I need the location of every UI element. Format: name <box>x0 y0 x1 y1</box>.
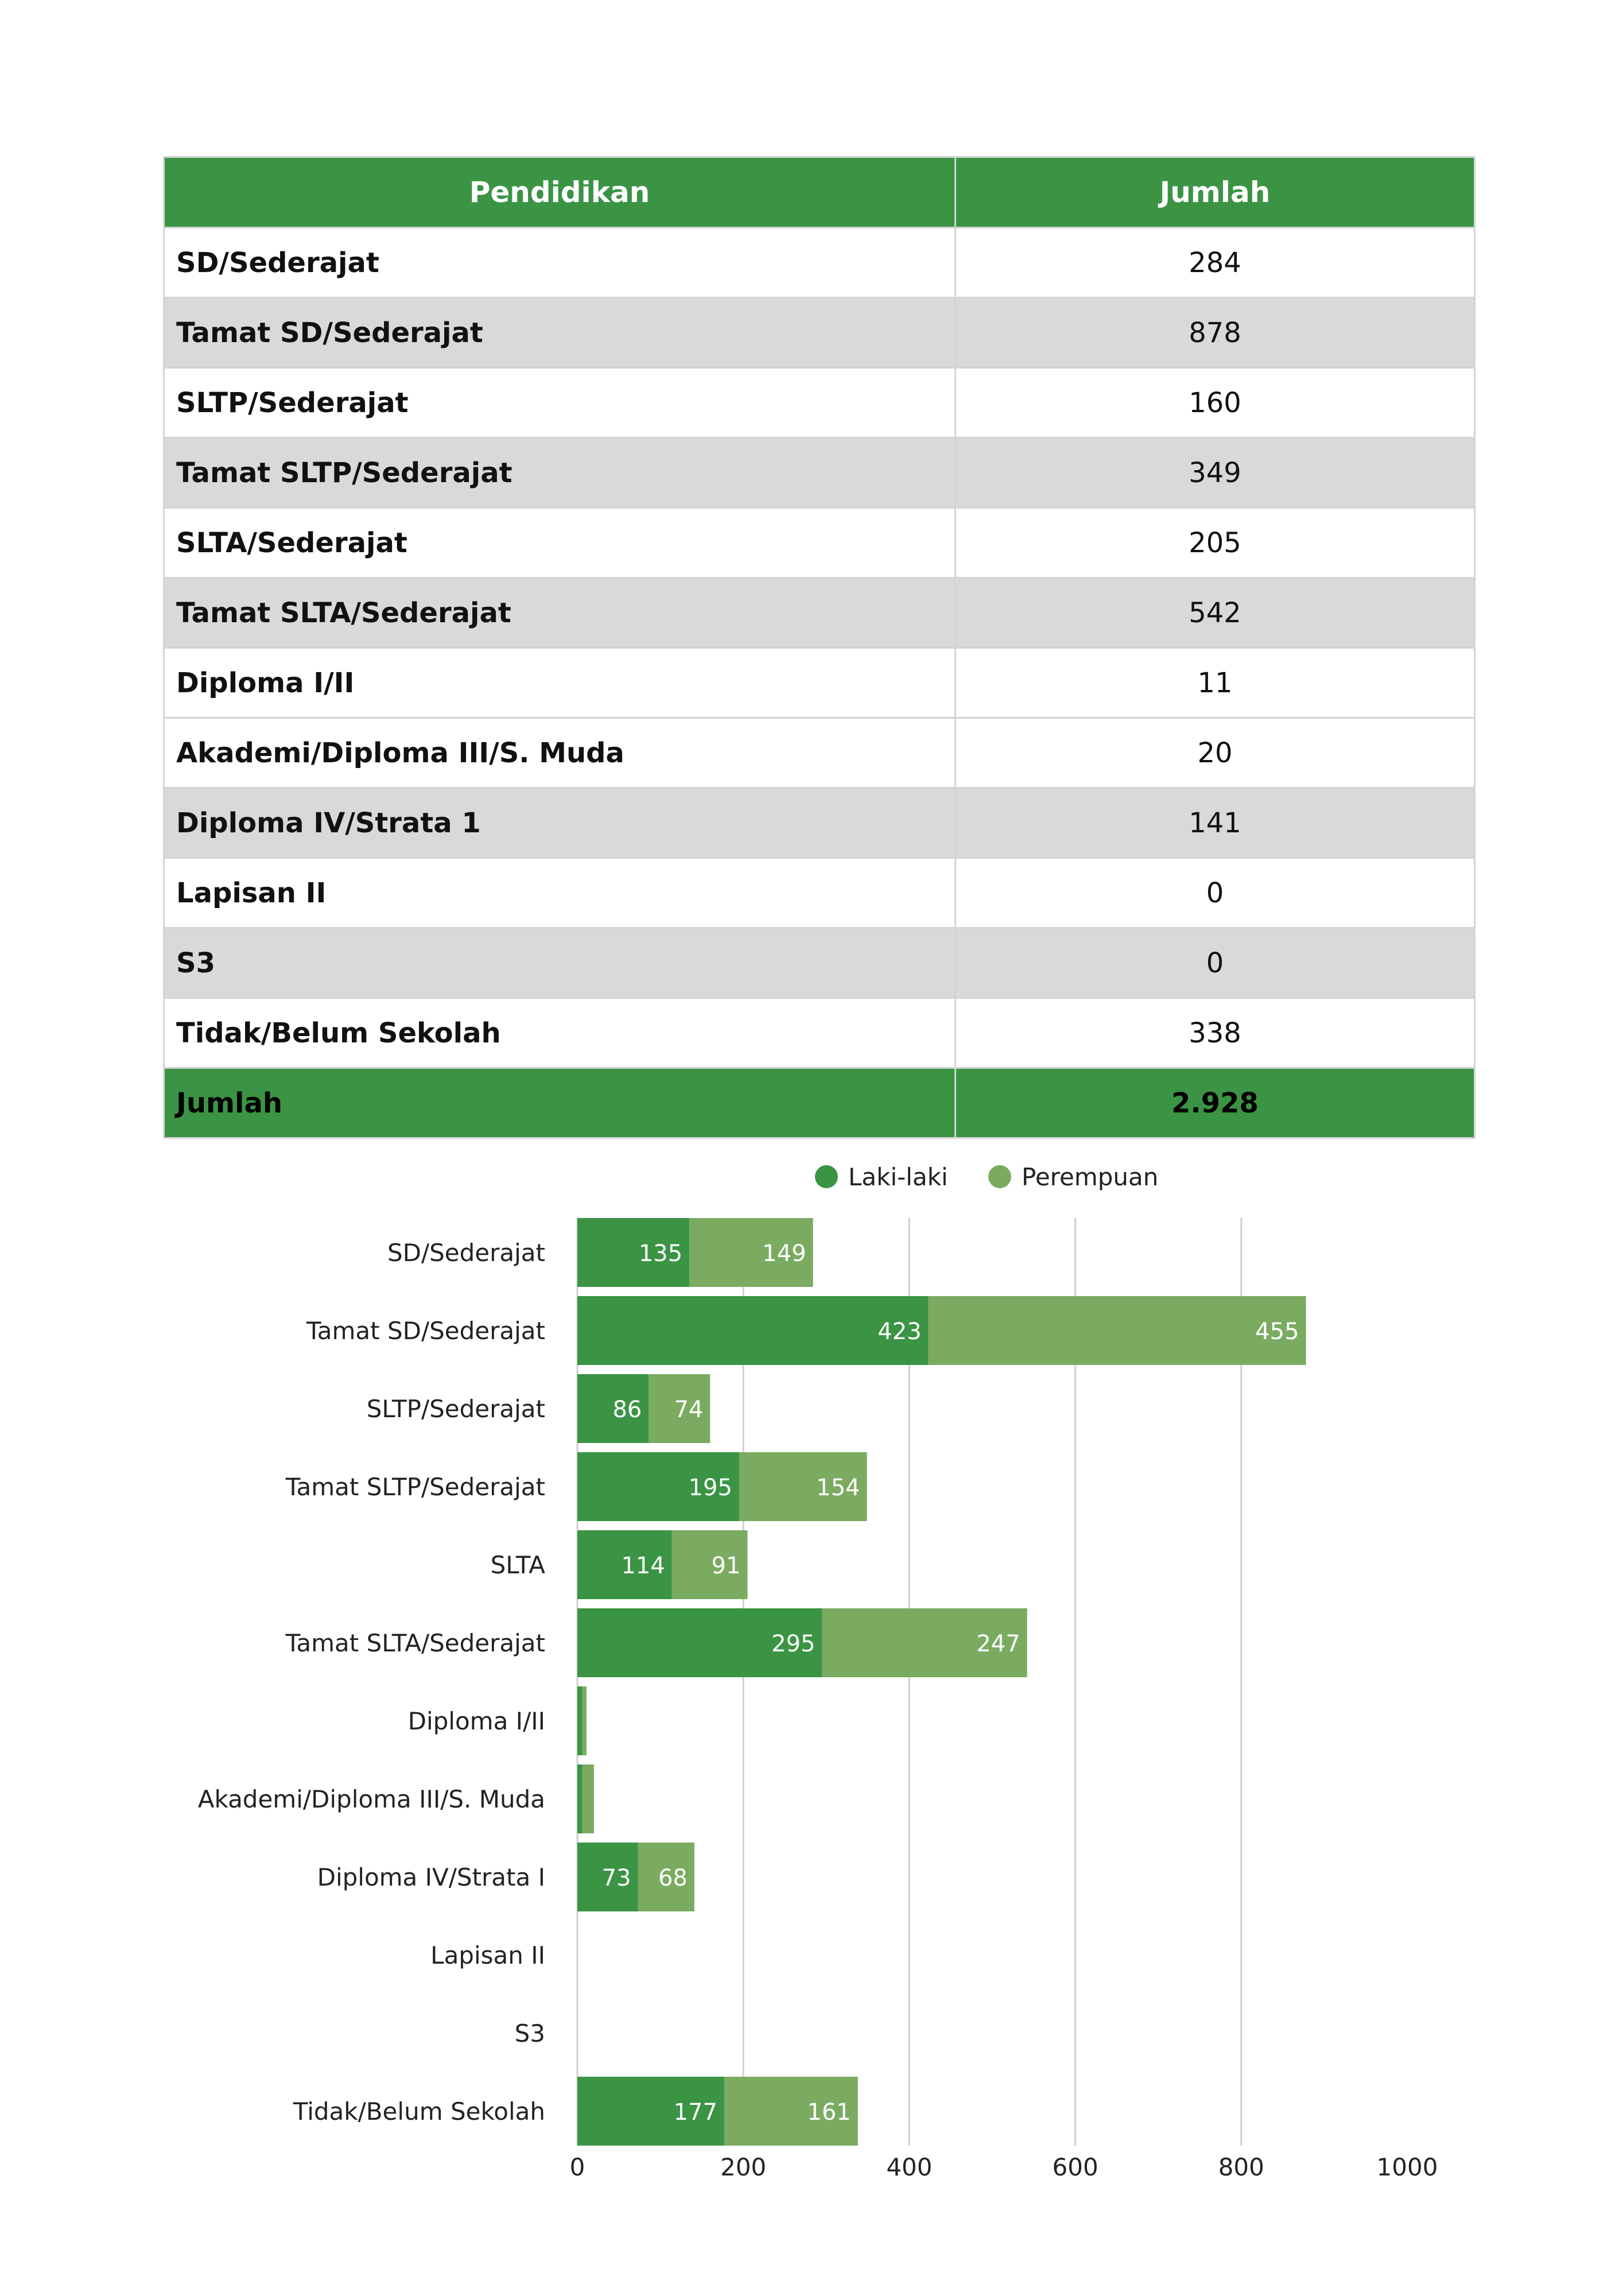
x-tick-label: 400 <box>886 2153 933 2181</box>
legend-marker-perempuan <box>988 1165 1011 1188</box>
bar-value-label: 68 <box>658 1865 688 1891</box>
education-table <box>163 156 1476 1139</box>
category-label: Tamat SLTP/Sederajat <box>285 1473 545 1501</box>
chart-legend <box>815 1163 1158 1191</box>
table-row <box>164 718 1475 788</box>
legend-label: Laki-laki <box>848 1163 948 1191</box>
row-value: 160 <box>956 368 1475 438</box>
row-value: 338 <box>956 998 1475 1068</box>
total-value: 2.928 <box>956 1068 1475 1138</box>
row-label: SLTP/Sederajat <box>164 368 956 438</box>
row-label: Diploma I/II <box>164 648 956 718</box>
bar-value-label: 149 <box>762 1240 806 1267</box>
bar-value-label: 247 <box>976 1631 1020 1657</box>
table-row <box>164 998 1475 1068</box>
bar-value-label: 114 <box>621 1553 665 1579</box>
row-label: Tamat SLTA/Sederajat <box>164 578 956 648</box>
education-gender-bar-chart <box>0 1142 1623 2198</box>
bar-value-label: 295 <box>771 1631 816 1657</box>
chart-bars <box>577 1218 1306 2146</box>
row-value: 141 <box>956 788 1475 858</box>
category-label: Tidak/Belum Sekolah <box>293 2097 545 2126</box>
table-row <box>164 928 1475 998</box>
education-table-container <box>163 156 1474 1139</box>
category-label: Tamat SLTA/Sederajat <box>285 1629 545 1657</box>
bar-laki-laki <box>577 1686 583 1755</box>
table-row <box>164 228 1475 298</box>
row-label: Tamat SLTP/Sederajat <box>164 438 956 508</box>
bar-value-label: 161 <box>807 2099 851 2126</box>
table-row <box>164 648 1475 718</box>
bar-value-label: 135 <box>638 1240 683 1267</box>
legend-label: Perempuan <box>1022 1163 1159 1191</box>
row-value: 349 <box>956 438 1475 508</box>
bar-laki-laki <box>577 1296 929 1365</box>
row-value: 0 <box>956 858 1475 928</box>
chart-category-labels <box>198 1239 546 2126</box>
legend-marker-laki-laki <box>815 1165 838 1188</box>
category-label: SD/Sederajat <box>387 1239 545 1267</box>
row-label: SLTA/Sederajat <box>164 508 956 578</box>
bar-value-label: 195 <box>688 1475 732 1501</box>
category-label: Diploma I/II <box>407 1707 545 1735</box>
bar-value-label: 154 <box>816 1475 860 1501</box>
bar-value-label: 74 <box>674 1397 704 1423</box>
header-jumlah: Jumlah <box>956 157 1475 228</box>
row-label: Akademi/Diploma III/S. Muda <box>164 718 956 788</box>
header-pendidikan: Pendidikan <box>164 157 956 228</box>
bar-value-label: 423 <box>877 1318 922 1345</box>
row-value: 878 <box>956 298 1475 368</box>
bar-value-label: 91 <box>711 1553 741 1579</box>
x-tick-label: 1000 <box>1376 2153 1438 2181</box>
row-label: Lapisan II <box>164 858 956 928</box>
table-total-row <box>164 1068 1475 1138</box>
category-label: Tamat SD/Sederajat <box>306 1317 545 1345</box>
table-row <box>164 298 1475 368</box>
category-label: Diploma IV/Strata I <box>317 1863 545 1891</box>
table-row <box>164 508 1475 578</box>
table-row <box>164 858 1475 928</box>
row-label: S3 <box>164 928 956 998</box>
category-label: SLTA <box>490 1551 545 1579</box>
bar-value-label: 177 <box>673 2099 717 2126</box>
row-label: Tamat SD/Sederajat <box>164 298 956 368</box>
x-tick-label: 200 <box>720 2153 767 2181</box>
table-row <box>164 578 1475 648</box>
table-row <box>164 788 1475 858</box>
total-label: Jumlah <box>164 1068 956 1138</box>
bar-perempuan <box>583 1686 587 1755</box>
bar-value-label: 455 <box>1255 1318 1299 1345</box>
row-value: 542 <box>956 578 1475 648</box>
category-label: Akademi/Diploma III/S. Muda <box>197 1785 545 1813</box>
chart-x-tick-labels <box>570 2153 1438 2181</box>
table-row <box>164 368 1475 438</box>
row-value: 20 <box>956 718 1475 788</box>
x-tick-label: 800 <box>1218 2153 1264 2181</box>
bar-value-label: 73 <box>601 1865 631 1891</box>
category-label: Lapisan II <box>430 1941 545 1969</box>
category-label: SLTP/Sederajat <box>366 1395 545 1423</box>
row-label: Diploma IV/Strata 1 <box>164 788 956 858</box>
x-tick-label: 600 <box>1052 2153 1098 2181</box>
bar-value-label: 86 <box>612 1397 642 1423</box>
row-value: 284 <box>956 228 1475 298</box>
bar-perempuan <box>929 1296 1306 1365</box>
table-header-row <box>164 157 1475 228</box>
bar-perempuan <box>583 1764 594 1833</box>
table-row <box>164 438 1475 508</box>
row-value: 0 <box>956 928 1475 998</box>
row-value: 205 <box>956 508 1475 578</box>
row-value: 11 <box>956 648 1475 718</box>
category-label: S3 <box>514 2019 545 2047</box>
row-label: SD/Sederajat <box>164 228 956 298</box>
row-label: Tidak/Belum Sekolah <box>164 998 956 1068</box>
bar-laki-laki <box>577 1764 583 1833</box>
x-tick-label: 0 <box>569 2153 585 2181</box>
